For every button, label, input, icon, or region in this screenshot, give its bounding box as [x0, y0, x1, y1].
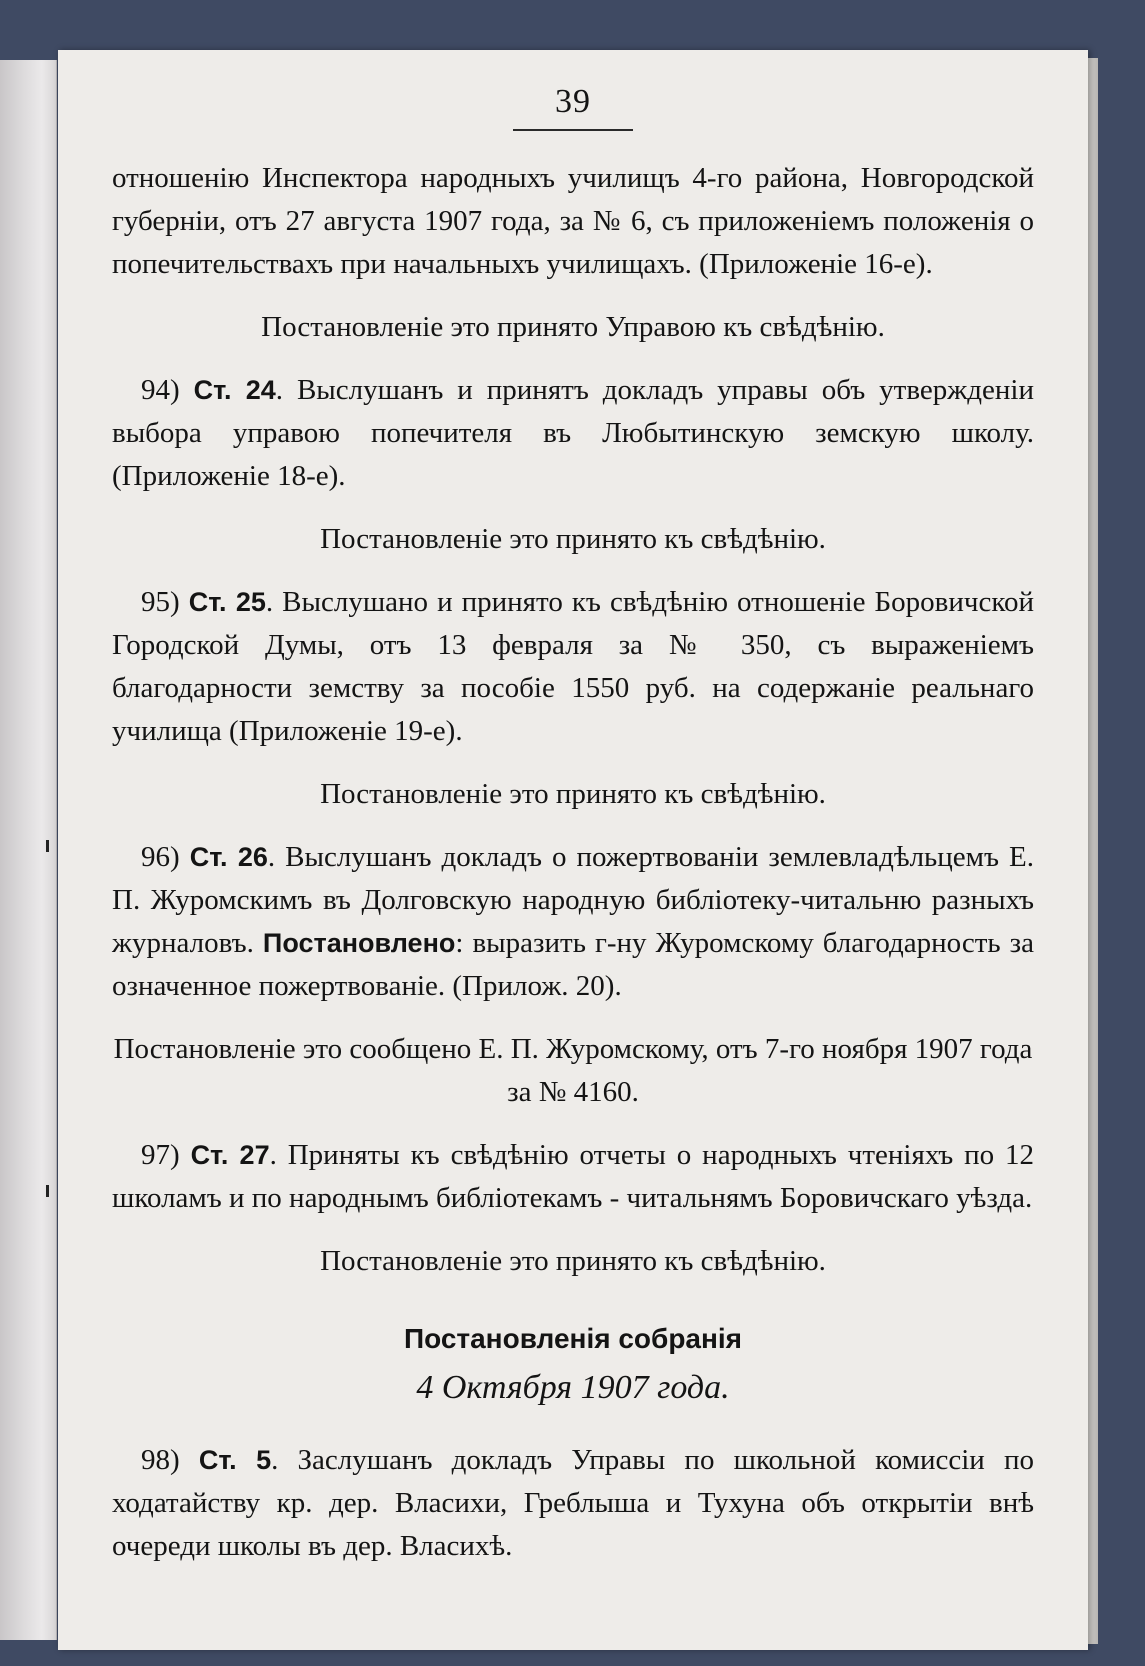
item-97-resolution: Постановленіе это принято къ свѣдѣнію.: [320, 1245, 826, 1277]
item-95-resolution: Постановленіе это принято къ свѣдѣнію.: [320, 778, 826, 810]
item-95-article: Ст. 25: [188, 587, 266, 617]
margin-mark: [46, 1185, 49, 1197]
item-96-decision-text: : выразить г-ну Журомскому благодарность за означенное пожертвованіе. (Прилож. 20).: [112, 927, 1034, 1002]
item-98-number: 98): [141, 1444, 180, 1476]
intro-resolution: Постановленіе это принято Управою къ свѣдѣнію.: [261, 311, 885, 343]
item-98-article: Ст. 5: [198, 1445, 272, 1475]
item-94: [112, 369, 1034, 498]
item-96-article: Ст. 26: [189, 842, 268, 872]
margin-mark: [46, 840, 49, 852]
item-98-text: . Заслушанъ докладъ Управы по школьной комиссіи по ходатайству кр. дер. Власихи, Греблыша и Тухуна объ открытіи внѣ очереди школы въ дер. Власихѣ.: [112, 1444, 1034, 1562]
section-title: Постановленія собранія: [403, 1323, 743, 1354]
item-97: [112, 1134, 1034, 1220]
item-95-number: 95): [141, 586, 180, 618]
item-94-number: 94): [141, 374, 180, 406]
item-94-text: . Выслушанъ и принятъ докладъ управы объ утвержденіи выбора управою попечителя въ Любытинскую земскую школу. (Приложеніе 18-е).: [112, 374, 1035, 492]
item-97-text: . Приняты къ свѣдѣнію отчеты о народныхъ чтеніяхъ по 12 школамъ и по народнымъ библіотекамъ - читальнямъ Боровичскаго уѣзда.: [112, 1139, 1035, 1214]
page-content: [112, 80, 1034, 1568]
item-94-resolution: Постановленіе это принято къ свѣдѣнію.: [320, 523, 826, 555]
page-edge: [1088, 58, 1098, 1644]
item-96-decision-word: Постановлено: [262, 928, 456, 958]
item-95-text: . Выслушано и принято къ свѣдѣнію отношеніе Боровичской Городской Думы, отъ 13 февраля за № 350, съ выраженіемъ благодарности земству за пособіе 1550 руб. на содержаніе реальнаго училища (Приложеніе 19-е).: [112, 586, 1034, 747]
item-96-resolution: Постановленіе это сообщено Е. П. Журомскому, отъ 7-го ноября 1907 года за № 4160.: [113, 1033, 1033, 1108]
item-97-article: Ст. 27: [190, 1140, 270, 1170]
item-96-text: . Выслушанъ докладъ о пожертвованіи землевладѣльцемъ Е. П. Журомскимъ въ Долговскую народную библіотеку-читальню разныхъ журналовъ.: [112, 841, 1035, 959]
page-number: 39: [513, 80, 633, 131]
item-95: [112, 581, 1034, 753]
intro-paragraph: отношенію Инспектора народныхъ училищъ 4-го района, Новгородской губерніи, отъ 27 августа 1907 года, за № 6, съ приложеніемъ положенія о попечительствахъ при начальныхъ училищахъ. (Приложеніе 16-е).: [112, 162, 1034, 280]
item-96-number: 96): [141, 841, 180, 873]
item-98: [112, 1439, 1034, 1568]
section-date: 4 Октября 1907 года.: [416, 1369, 730, 1406]
item-94-article: Ст. 24: [193, 375, 276, 405]
book-page: [58, 50, 1088, 1650]
item-96: [112, 836, 1034, 1008]
item-97-number: 97): [141, 1139, 180, 1171]
